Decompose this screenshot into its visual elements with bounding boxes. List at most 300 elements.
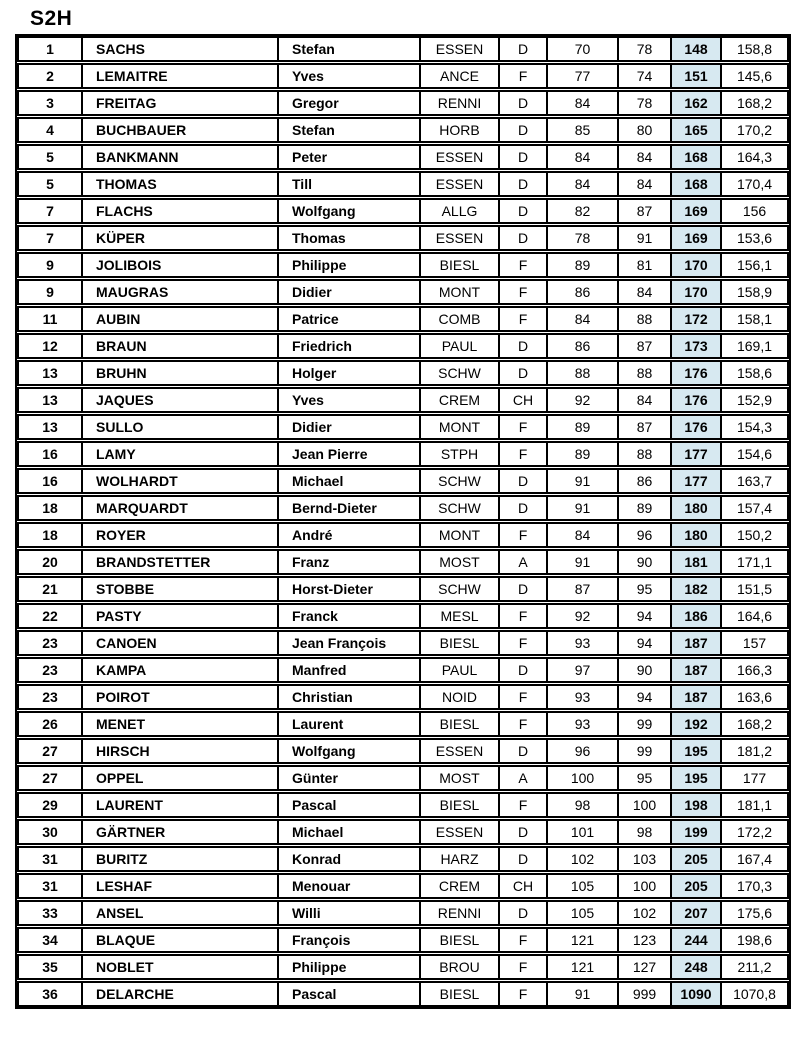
table-row xyxy=(17,630,789,656)
average-cell: 145,6 xyxy=(720,65,787,87)
average-cell: 175,6 xyxy=(720,902,787,924)
score1-cell: 84 xyxy=(546,308,617,330)
first-name-cell: Manfred xyxy=(277,659,419,681)
country-cell: D xyxy=(498,578,546,600)
score1-cell: 92 xyxy=(546,605,617,627)
rank-cell: 27 xyxy=(42,770,58,786)
last-name-cell: DELARCHE xyxy=(81,983,277,1005)
score2-cell: 78 xyxy=(617,92,670,114)
table-row xyxy=(17,684,789,710)
table-row xyxy=(17,873,789,899)
table-row xyxy=(17,819,789,845)
last-name-cell: MENET xyxy=(81,713,277,735)
first-name-cell: Willi xyxy=(277,902,419,924)
total-cell: 170 xyxy=(670,254,720,276)
last-name-cell: BLAQUE xyxy=(81,929,277,951)
rank-cell: 22 xyxy=(42,608,58,624)
country-cell: D xyxy=(498,173,546,195)
total-cell: 151 xyxy=(670,65,720,87)
score1-cell: 121 xyxy=(546,956,617,978)
score1-cell: 84 xyxy=(546,146,617,168)
first-name-cell: Philippe xyxy=(277,956,419,978)
club-cell: MOST xyxy=(419,767,498,789)
table-row xyxy=(17,765,789,791)
country-cell: F xyxy=(498,443,546,465)
total-cell: 168 xyxy=(670,173,720,195)
country-cell: CH xyxy=(498,875,546,897)
total-cell: 205 xyxy=(670,848,720,870)
average-cell: 198,6 xyxy=(720,929,787,951)
score2-cell: 96 xyxy=(617,524,670,546)
score1-cell: 91 xyxy=(546,470,617,492)
average-cell: 211,2 xyxy=(720,956,787,978)
score2-cell: 999 xyxy=(617,983,670,1005)
table-row xyxy=(17,792,789,818)
last-name-cell: ANSEL xyxy=(81,902,277,924)
last-name-cell: NOBLET xyxy=(81,956,277,978)
country-cell: F xyxy=(498,524,546,546)
average-cell: 158,8 xyxy=(720,38,787,60)
country-cell: D xyxy=(498,119,546,141)
club-cell: RENNI xyxy=(419,92,498,114)
score2-cell: 80 xyxy=(617,119,670,141)
last-name-cell: KÜPER xyxy=(81,227,277,249)
score2-cell: 88 xyxy=(617,443,670,465)
total-cell: 176 xyxy=(670,416,720,438)
first-name-cell: Konrad xyxy=(277,848,419,870)
average-cell: 150,2 xyxy=(720,524,787,546)
rank-cell: 21 xyxy=(42,581,58,597)
first-name-cell: Gregor xyxy=(277,92,419,114)
score1-cell: 89 xyxy=(546,254,617,276)
last-name-cell: AUBIN xyxy=(81,308,277,330)
first-name-cell: Jean Pierre xyxy=(277,443,419,465)
rank-cell: 33 xyxy=(42,905,58,921)
country-cell: D xyxy=(498,38,546,60)
rank-cell: 7 xyxy=(46,230,54,246)
last-name-cell: MARQUARDT xyxy=(81,497,277,519)
last-name-cell: OPPEL xyxy=(81,767,277,789)
club-cell: MONT xyxy=(419,416,498,438)
average-cell: 168,2 xyxy=(720,92,787,114)
country-cell: D xyxy=(498,335,546,357)
score1-cell: 93 xyxy=(546,713,617,735)
average-cell: 170,3 xyxy=(720,875,787,897)
score1-cell: 78 xyxy=(546,227,617,249)
rank-cell: 1 xyxy=(46,41,54,57)
average-cell: 164,6 xyxy=(720,605,787,627)
last-name-cell: SACHS xyxy=(81,38,277,60)
table-row xyxy=(17,468,789,494)
first-name-cell: Michael xyxy=(277,821,419,843)
table-row xyxy=(17,657,789,683)
last-name-cell: ROYER xyxy=(81,524,277,546)
rank-cell: 13 xyxy=(42,365,58,381)
score1-cell: 89 xyxy=(546,416,617,438)
country-cell: D xyxy=(498,659,546,681)
first-name-cell: Friedrich xyxy=(277,335,419,357)
average-cell: 172,2 xyxy=(720,821,787,843)
score2-cell: 74 xyxy=(617,65,670,87)
first-name-cell: Didier xyxy=(277,281,419,303)
first-name-cell: Yves xyxy=(277,65,419,87)
table-row xyxy=(17,900,789,926)
table-row xyxy=(17,360,789,386)
rank-cell: 13 xyxy=(42,392,58,408)
table-row xyxy=(17,603,789,629)
table-row xyxy=(17,981,789,1007)
score2-cell: 94 xyxy=(617,605,670,627)
last-name-cell: FLACHS xyxy=(81,200,277,222)
score1-cell: 84 xyxy=(546,173,617,195)
score2-cell: 123 xyxy=(617,929,670,951)
last-name-cell: KAMPA xyxy=(81,659,277,681)
page-title: S2H xyxy=(30,7,73,30)
rank-cell: 20 xyxy=(42,554,58,570)
rank-cell: 31 xyxy=(42,851,58,867)
first-name-cell: Günter xyxy=(277,767,419,789)
club-cell: ESSEN xyxy=(419,38,498,60)
score1-cell: 100 xyxy=(546,767,617,789)
score2-cell: 95 xyxy=(617,767,670,789)
score2-cell: 87 xyxy=(617,335,670,357)
club-cell: ESSEN xyxy=(419,227,498,249)
country-cell: D xyxy=(498,497,546,519)
score1-cell: 98 xyxy=(546,794,617,816)
score2-cell: 78 xyxy=(617,38,670,60)
club-cell: BIESL xyxy=(419,632,498,654)
rank-cell: 35 xyxy=(42,959,58,975)
table-row xyxy=(17,144,789,170)
club-cell: ESSEN xyxy=(419,173,498,195)
first-name-cell: Bernd-Dieter xyxy=(277,497,419,519)
country-cell: F xyxy=(498,281,546,303)
rank-cell: 11 xyxy=(42,311,58,327)
table-row xyxy=(17,576,789,602)
rank-cell: 29 xyxy=(42,797,58,813)
total-cell: 187 xyxy=(670,659,720,681)
first-name-cell: Michael xyxy=(277,470,419,492)
table-row xyxy=(17,252,789,278)
score1-cell: 87 xyxy=(546,578,617,600)
score1-cell: 84 xyxy=(546,92,617,114)
score1-cell: 93 xyxy=(546,686,617,708)
first-name-cell: Horst-Dieter xyxy=(277,578,419,600)
table-row xyxy=(17,63,789,89)
club-cell: ANCE xyxy=(419,65,498,87)
first-name-cell: Peter xyxy=(277,146,419,168)
table-row xyxy=(17,954,789,980)
rank-cell: 16 xyxy=(42,446,58,462)
table-row xyxy=(17,711,789,737)
club-cell: SCHW xyxy=(419,470,498,492)
club-cell: SCHW xyxy=(419,497,498,519)
total-cell: 192 xyxy=(670,713,720,735)
last-name-cell: BANKMANN xyxy=(81,146,277,168)
average-cell: 151,5 xyxy=(720,578,787,600)
first-name-cell: André xyxy=(277,524,419,546)
club-cell: SCHW xyxy=(419,362,498,384)
total-cell: 177 xyxy=(670,470,720,492)
score1-cell: 97 xyxy=(546,659,617,681)
average-cell: 163,6 xyxy=(720,686,787,708)
table-row xyxy=(17,225,789,251)
club-cell: PAUL xyxy=(419,659,498,681)
country-cell: D xyxy=(498,902,546,924)
first-name-cell: Wolfgang xyxy=(277,200,419,222)
score1-cell: 86 xyxy=(546,281,617,303)
total-cell: 172 xyxy=(670,308,720,330)
last-name-cell: GÄRTNER xyxy=(81,821,277,843)
average-cell: 158,1 xyxy=(720,308,787,330)
total-cell: 177 xyxy=(670,443,720,465)
total-cell: 176 xyxy=(670,362,720,384)
rank-cell: 23 xyxy=(42,689,58,705)
country-cell: F xyxy=(498,686,546,708)
club-cell: BIESL xyxy=(419,929,498,951)
rank-cell: 34 xyxy=(42,932,58,948)
average-cell: 153,6 xyxy=(720,227,787,249)
last-name-cell: CANOEN xyxy=(81,632,277,654)
last-name-cell: FREITAG xyxy=(81,92,277,114)
first-name-cell: Stefan xyxy=(277,38,419,60)
score2-cell: 84 xyxy=(617,389,670,411)
score1-cell: 86 xyxy=(546,335,617,357)
last-name-cell: LEMAITRE xyxy=(81,65,277,87)
score1-cell: 84 xyxy=(546,524,617,546)
average-cell: 154,6 xyxy=(720,443,787,465)
total-cell: 165 xyxy=(670,119,720,141)
total-cell: 181 xyxy=(670,551,720,573)
total-cell: 162 xyxy=(670,92,720,114)
table-row xyxy=(17,522,789,548)
first-name-cell: Wolfgang xyxy=(277,740,419,762)
rank-cell: 26 xyxy=(42,716,58,732)
score1-cell: 82 xyxy=(546,200,617,222)
rank-cell: 9 xyxy=(46,257,54,273)
rank-cell: 18 xyxy=(42,500,58,516)
score2-cell: 84 xyxy=(617,173,670,195)
country-cell: F xyxy=(498,713,546,735)
last-name-cell: LAMY xyxy=(81,443,277,465)
last-name-cell: PASTY xyxy=(81,605,277,627)
last-name-cell: JOLIBOIS xyxy=(81,254,277,276)
club-cell: PAUL xyxy=(419,335,498,357)
score1-cell: 85 xyxy=(546,119,617,141)
first-name-cell: Till xyxy=(277,173,419,195)
table-row xyxy=(17,549,789,575)
score2-cell: 91 xyxy=(617,227,670,249)
score2-cell: 84 xyxy=(617,146,670,168)
rank-cell: 30 xyxy=(42,824,58,840)
table-row xyxy=(17,441,789,467)
club-cell: CREM xyxy=(419,389,498,411)
rank-cell: 31 xyxy=(42,878,58,894)
club-cell: BIESL xyxy=(419,713,498,735)
rank-cell: 18 xyxy=(42,527,58,543)
score2-cell: 100 xyxy=(617,875,670,897)
first-name-cell: Patrice xyxy=(277,308,419,330)
average-cell: 163,7 xyxy=(720,470,787,492)
last-name-cell: POIROT xyxy=(81,686,277,708)
total-cell: 244 xyxy=(670,929,720,951)
table-row xyxy=(17,846,789,872)
score2-cell: 90 xyxy=(617,659,670,681)
score1-cell: 92 xyxy=(546,389,617,411)
first-name-cell: Yves xyxy=(277,389,419,411)
first-name-cell: Holger xyxy=(277,362,419,384)
average-cell: 181,2 xyxy=(720,740,787,762)
country-cell: F xyxy=(498,632,546,654)
total-cell: 205 xyxy=(670,875,720,897)
table-row xyxy=(17,90,789,116)
total-cell: 170 xyxy=(670,281,720,303)
score2-cell: 99 xyxy=(617,740,670,762)
country-cell: F xyxy=(498,416,546,438)
score1-cell: 88 xyxy=(546,362,617,384)
club-cell: ALLG xyxy=(419,200,498,222)
rank-cell: 4 xyxy=(46,122,54,138)
club-cell: ESSEN xyxy=(419,740,498,762)
score2-cell: 89 xyxy=(617,497,670,519)
club-cell: MOST xyxy=(419,551,498,573)
first-name-cell: Thomas xyxy=(277,227,419,249)
average-cell: 177 xyxy=(720,767,787,789)
score2-cell: 90 xyxy=(617,551,670,573)
total-cell: 187 xyxy=(670,686,720,708)
total-cell: 198 xyxy=(670,794,720,816)
table-row xyxy=(17,495,789,521)
last-name-cell: WOLHARDT xyxy=(81,470,277,492)
total-cell: 169 xyxy=(670,227,720,249)
country-cell: F xyxy=(498,956,546,978)
score1-cell: 70 xyxy=(546,38,617,60)
total-cell: 173 xyxy=(670,335,720,357)
club-cell: ESSEN xyxy=(419,821,498,843)
last-name-cell: JAQUES xyxy=(81,389,277,411)
first-name-cell: Christian xyxy=(277,686,419,708)
country-cell: CH xyxy=(498,389,546,411)
total-cell: 182 xyxy=(670,578,720,600)
total-cell: 186 xyxy=(670,605,720,627)
score2-cell: 88 xyxy=(617,362,670,384)
average-cell: 1070,8 xyxy=(720,983,787,1005)
club-cell: COMB xyxy=(419,308,498,330)
country-cell: D xyxy=(498,227,546,249)
club-cell: HORB xyxy=(419,119,498,141)
last-name-cell: LAURENT xyxy=(81,794,277,816)
country-cell: D xyxy=(498,848,546,870)
score2-cell: 88 xyxy=(617,308,670,330)
last-name-cell: HIRSCH xyxy=(81,740,277,762)
last-name-cell: BRANDSTETTER xyxy=(81,551,277,573)
country-cell: F xyxy=(498,308,546,330)
score2-cell: 84 xyxy=(617,281,670,303)
rank-cell: 23 xyxy=(42,635,58,651)
club-cell: MONT xyxy=(419,524,498,546)
first-name-cell: François xyxy=(277,929,419,951)
country-cell: A xyxy=(498,551,546,573)
average-cell: 168,2 xyxy=(720,713,787,735)
first-name-cell: Jean François xyxy=(277,632,419,654)
last-name-cell: LESHAF xyxy=(81,875,277,897)
average-cell: 170,2 xyxy=(720,119,787,141)
total-cell: 168 xyxy=(670,146,720,168)
first-name-cell: Stefan xyxy=(277,119,419,141)
rank-cell: 23 xyxy=(42,662,58,678)
average-cell: 157,4 xyxy=(720,497,787,519)
score2-cell: 94 xyxy=(617,632,670,654)
total-cell: 169 xyxy=(670,200,720,222)
score1-cell: 91 xyxy=(546,551,617,573)
club-cell: RENNI xyxy=(419,902,498,924)
average-cell: 181,1 xyxy=(720,794,787,816)
score2-cell: 103 xyxy=(617,848,670,870)
average-cell: 154,3 xyxy=(720,416,787,438)
rank-cell: 36 xyxy=(42,986,58,1002)
table-row xyxy=(17,279,789,305)
score1-cell: 91 xyxy=(546,983,617,1005)
total-cell: 199 xyxy=(670,821,720,843)
club-cell: BIESL xyxy=(419,983,498,1005)
average-cell: 170,4 xyxy=(720,173,787,195)
first-name-cell: Menouar xyxy=(277,875,419,897)
country-cell: D xyxy=(498,200,546,222)
country-cell: D xyxy=(498,362,546,384)
score2-cell: 98 xyxy=(617,821,670,843)
score1-cell: 93 xyxy=(546,632,617,654)
table-row xyxy=(17,36,789,62)
score1-cell: 77 xyxy=(546,65,617,87)
country-cell: F xyxy=(498,983,546,1005)
country-cell: F xyxy=(498,254,546,276)
table-row xyxy=(17,387,789,413)
rank-cell: 16 xyxy=(42,473,58,489)
average-cell: 164,3 xyxy=(720,146,787,168)
score1-cell: 121 xyxy=(546,929,617,951)
country-cell: D xyxy=(498,821,546,843)
average-cell: 169,1 xyxy=(720,335,787,357)
club-cell: NOID xyxy=(419,686,498,708)
club-cell: HARZ xyxy=(419,848,498,870)
table-row xyxy=(17,198,789,224)
average-cell: 156 xyxy=(720,200,787,222)
country-cell: F xyxy=(498,65,546,87)
score2-cell: 95 xyxy=(617,578,670,600)
score1-cell: 89 xyxy=(546,443,617,465)
results-table xyxy=(15,34,791,1009)
average-cell: 157 xyxy=(720,632,787,654)
total-cell: 195 xyxy=(670,767,720,789)
score2-cell: 100 xyxy=(617,794,670,816)
first-name-cell: Philippe xyxy=(277,254,419,276)
club-cell: STPH xyxy=(419,443,498,465)
rank-cell: 5 xyxy=(46,176,54,192)
score1-cell: 102 xyxy=(546,848,617,870)
table-row xyxy=(17,117,789,143)
last-name-cell: BURITZ xyxy=(81,848,277,870)
country-cell: A xyxy=(498,767,546,789)
rank-cell: 3 xyxy=(46,95,54,111)
club-cell: BROU xyxy=(419,956,498,978)
first-name-cell: Didier xyxy=(277,416,419,438)
club-cell: MESL xyxy=(419,605,498,627)
score2-cell: 94 xyxy=(617,686,670,708)
first-name-cell: Franck xyxy=(277,605,419,627)
rank-cell: 12 xyxy=(42,338,58,354)
score2-cell: 99 xyxy=(617,713,670,735)
club-cell: MONT xyxy=(419,281,498,303)
